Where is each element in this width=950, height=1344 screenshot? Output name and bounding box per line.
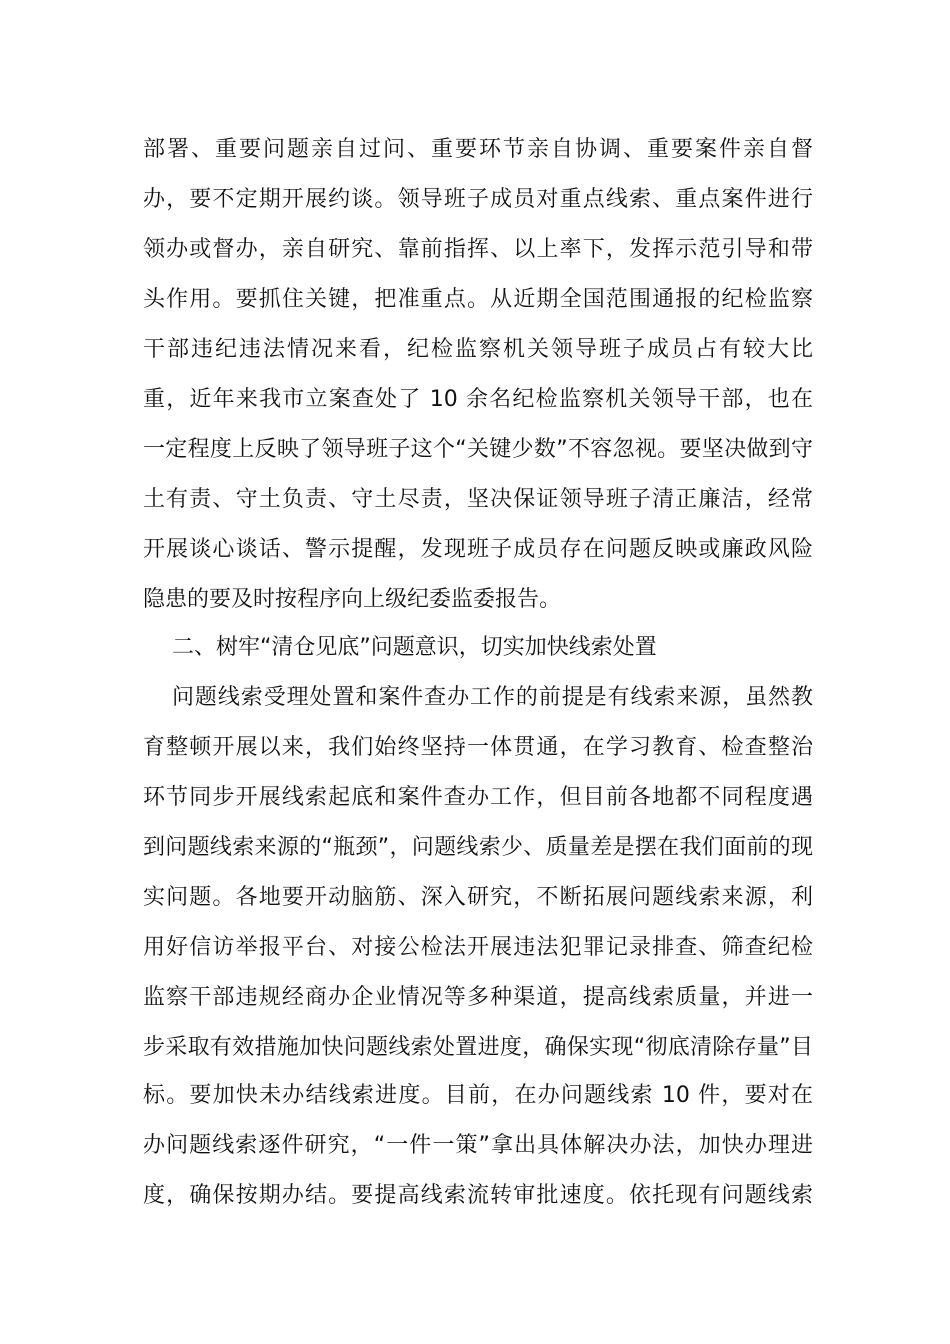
text-line: 领办或督办，亲自研究、靠前指挥、以上率下，发挥示范引导和带 [143,237,813,262]
text-line: 头作用。要抓住关键，把准重点。从近期全国范围通报的纪检监察 [143,287,813,312]
text-line: 到问题线索来源的“瓶颈”，问题线索少、质量差是摆在我们面前的现 [143,835,813,860]
text-line: 重，近年来我市立案查处了 10 余名纪检监察机关领导干部，也在 [143,387,813,412]
text-line: 办，要不定期开展约谈。领导班子成员对重点线索、重点案件进行 [143,187,813,212]
text-line: 一定程度上反映了领导班子这个“关键少数”不容忽视。要坚决做到守 [143,437,813,462]
text-line: 土有责、守土负责、守土尽责，坚决保证领导班子清正廉洁，经常 [143,487,813,512]
text-line: 度，确保按期办结。要提高线索流转审批速度。依托现有问题线索 [143,1183,813,1208]
text-line: 办问题线索逐件研究，“一件一策”拿出具体解决办法，加快办理进 [143,1133,813,1158]
text-line: 监察干部违规经商办企业情况等多种渠道，提高线索质量，并进一 [143,985,813,1010]
text-line: 干部违纪违法情况来看，纪检监察机关领导班子成员占有较大比 [143,337,813,362]
text-line: 问题线索受理处置和案件查办工作的前提是有线索来源，虽然教 [172,685,813,710]
text-line: 环节同步开展线索起底和案件查办工作，但目前各地都不同程度遇 [143,785,813,810]
text-line: 隐患的要及时按程序向上级纪委监委报告。 [143,587,562,612]
text-line: 标。要加快未办结线索进度。目前，在办问题线索 10 件，要对在 [143,1083,813,1108]
text-line: 育整顿开展以来，我们始终坚持一体贯通，在学习教育、检查整治 [143,735,813,760]
text-line: 实问题。各地要开动脑筋、深入研究，不断拓展问题线索来源，利 [143,885,813,910]
text-line: 用好信访举报平台、对接公检法开展违法犯罪记录排查、筛查纪检 [143,935,813,960]
text-line: 部署、重要问题亲自过问、重要环节亲自协调、重要案件亲自督 [143,137,813,162]
section-heading: 二、树牢“清仓见底”问题意识，切实加快线索处置 [172,635,657,660]
text-line: 步采取有效措施加快问题线索处置进度，确保实现“彻底清除存量”目 [143,1035,813,1060]
text-line: 开展谈心谈话、警示提醒，发现班子成员存在问题反映或廉政风险 [143,537,813,562]
